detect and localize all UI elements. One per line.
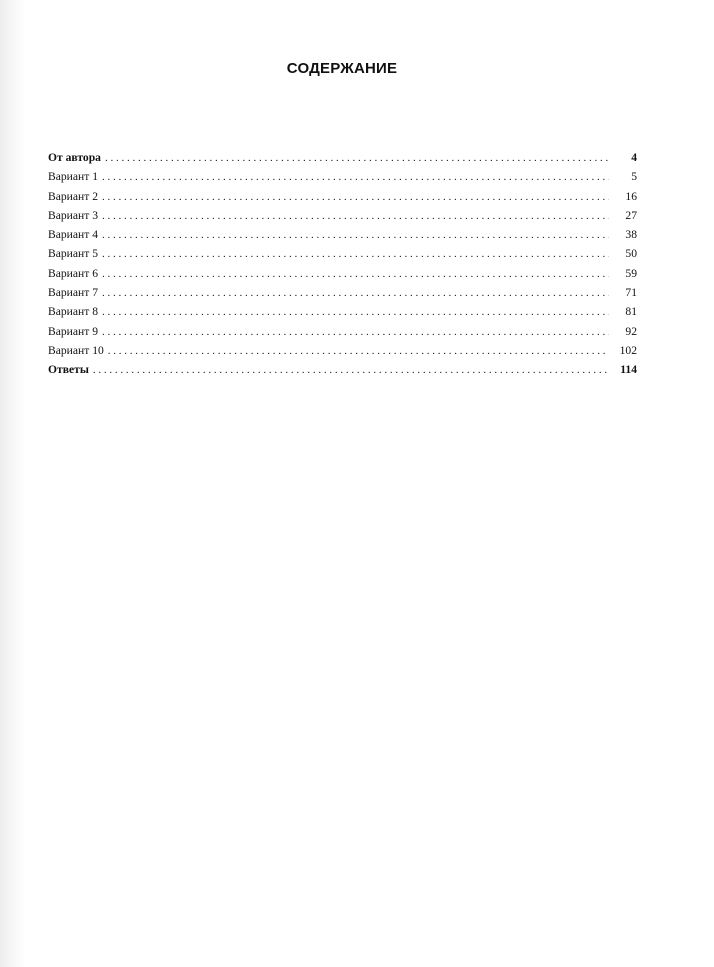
toc-entry-variant-1[interactable] bbox=[48, 167, 637, 186]
page-title: СОДЕРЖАНИЕ bbox=[286, 60, 398, 77]
toc-dot-leader bbox=[102, 168, 609, 187]
toc-entry-label: Вариант 3 bbox=[48, 208, 98, 222]
toc-entry-variant-7[interactable] bbox=[48, 283, 637, 302]
toc-entry-page: 71 bbox=[625, 286, 637, 300]
toc-dot-leader bbox=[102, 188, 609, 207]
toc-entry-label: Вариант 6 bbox=[48, 266, 98, 280]
toc-entry-page: 5 bbox=[631, 170, 637, 184]
toc-entry-page: 16 bbox=[625, 189, 637, 203]
toc-entry-label: Вариант 1 bbox=[48, 170, 98, 184]
toc-entry-page: 102 bbox=[619, 343, 637, 357]
toc-dot-leader bbox=[105, 149, 609, 168]
toc-entry-label: Вариант 7 bbox=[48, 286, 98, 300]
toc-entry-variant-8[interactable] bbox=[48, 302, 637, 321]
toc-dot-leader bbox=[93, 361, 609, 380]
toc-dot-leader bbox=[102, 245, 609, 264]
toc-entry-variant-3[interactable] bbox=[48, 206, 637, 225]
toc-entry-page: 81 bbox=[625, 305, 637, 319]
page-shadow-edge bbox=[0, 0, 26, 967]
toc-entry-label: Вариант 5 bbox=[48, 247, 98, 261]
toc-dot-leader bbox=[102, 207, 609, 226]
toc-dot-leader bbox=[102, 323, 609, 342]
toc-entry-page: 27 bbox=[625, 208, 637, 222]
toc-dot-leader bbox=[102, 226, 609, 245]
toc-entry-variant-9[interactable] bbox=[48, 322, 637, 341]
toc-entry-label: Ответы bbox=[48, 363, 89, 377]
toc-entry-label: Вариант 8 bbox=[48, 305, 98, 319]
toc-entry-variant-6[interactable] bbox=[48, 264, 637, 283]
toc-entry-preface[interactable] bbox=[48, 148, 637, 167]
table-of-contents bbox=[48, 148, 637, 380]
toc-dot-leader bbox=[108, 342, 609, 361]
toc-dot-leader bbox=[102, 284, 609, 303]
toc-entry-page: 59 bbox=[625, 266, 637, 280]
toc-entry-page: 114 bbox=[620, 363, 637, 377]
toc-entry-label: От автора bbox=[48, 151, 101, 164]
toc-entry-label: Вариант 2 bbox=[48, 189, 98, 203]
toc-entry-answers[interactable] bbox=[48, 360, 637, 379]
toc-entry-variant-4[interactable] bbox=[48, 225, 637, 244]
toc-dot-leader bbox=[102, 265, 609, 284]
toc-entry-variant-2[interactable] bbox=[48, 187, 637, 206]
toc-entry-label: Вариант 9 bbox=[48, 324, 98, 338]
toc-entry-page: 50 bbox=[625, 247, 637, 261]
toc-entry-label: Вариант 4 bbox=[48, 228, 98, 242]
toc-entry-label: Вариант 10 bbox=[48, 343, 104, 357]
toc-dot-leader bbox=[102, 303, 609, 322]
toc-entry-variant-10[interactable] bbox=[48, 341, 637, 360]
toc-entry-page: 38 bbox=[625, 228, 637, 242]
toc-entry-page: 92 bbox=[625, 324, 637, 338]
toc-entry-page: 4 bbox=[631, 151, 637, 164]
toc-entry-variant-5[interactable] bbox=[48, 244, 637, 263]
